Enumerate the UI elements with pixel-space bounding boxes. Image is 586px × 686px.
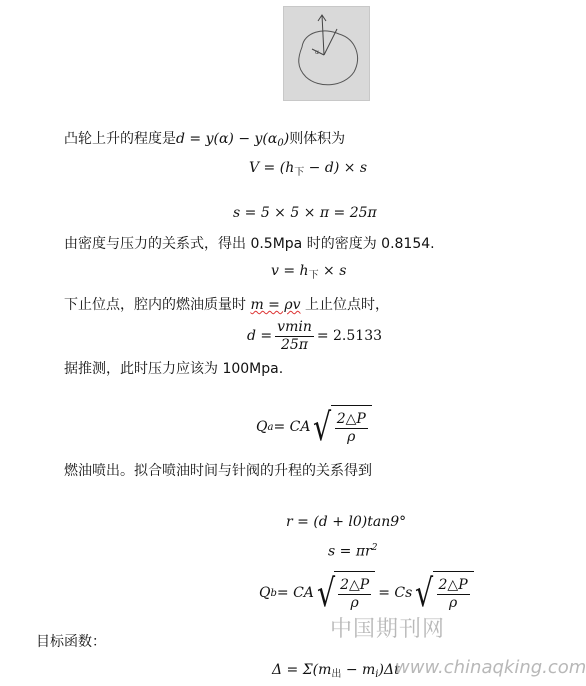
density-text: 由密度与压力的关系式，得出 0.5Mpa 时的密度为 0.8154. (64, 236, 435, 252)
line-cam-rise: 凸轮上升的程度是$d = y(\alpha) - y(\alpha_0)$则体积为 (64, 131, 346, 149)
mass-formula: m = ρv (250, 297, 301, 313)
watermark-url: www.chinaqking.com (395, 657, 586, 678)
hand-drawn-cam-sketch (284, 7, 369, 100)
line-mass-text: 下止位点，腔内的燃油质量时 m = ρv 上止位点时， (64, 297, 389, 313)
qb-formula: Q b = CA √ $\frac{2\triangle P}{\rho}$ = Cs √ $\frac{2\triangle P}{\rho}$ (259, 571, 474, 615)
volume-formula: $V = (h_下 - d) \times s$ (249, 160, 368, 178)
objective-formula: $\Delta = \Sigma(m_出 - m_i)\Delta t$ (272, 662, 400, 680)
cam-sketch-photo (283, 6, 370, 101)
s-area-formula: $s = \pi r^2$ (328, 543, 378, 560)
objective-label: 目标函数： (36, 634, 106, 650)
pressure-text: 据推测，此时压力应该为 100Mpa. (64, 361, 284, 377)
injection-text: 燃油喷出。拟合喷油时间与针阀的升程的关系得到 (64, 463, 372, 479)
qa-formula: Q a = CA √ $\frac{2\triangle P}{\rho}$ (256, 405, 372, 449)
svg-text:α: α (315, 49, 319, 56)
sqrt-sign: √ $\frac{2\triangle P}{\rho}$ (310, 405, 371, 449)
volume-v-formula: $v = h_下 \times s$ (271, 263, 347, 281)
d-fraction-formula: d = $\frac{vmin}{25\pi}$ = 2.5133 (247, 319, 383, 353)
watermark-cn: 中国期刊网 (330, 617, 446, 642)
radius-formula: r = (d + l0)tan9° (286, 514, 407, 530)
area-formula: s = 5 × 5 × π = 25π (233, 205, 377, 221)
cam-rise-formula: $d = y(\alpha) - y(\alpha_0)$ (176, 131, 290, 149)
